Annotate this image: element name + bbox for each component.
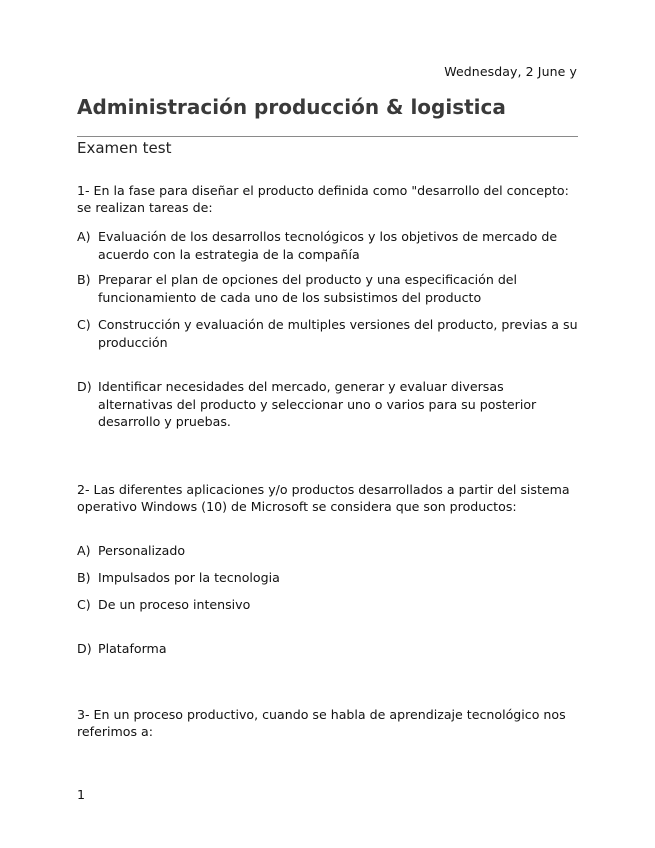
option-label: A) [77, 543, 91, 558]
question-2-option-b [77, 569, 580, 587]
question-1-option-d [77, 378, 580, 431]
header-date: Wednesday, 2 June y [444, 64, 577, 79]
question-1-option-c [77, 316, 580, 351]
option-text: De un proceso intensivo [98, 597, 251, 612]
question-2-option-d [77, 640, 580, 658]
option-text: Preparar el plan de opciones del producto y una especificación del funcionamiento de cada uno de los subsistimos del producto [98, 272, 518, 305]
question-1-text: 1- En la fase para diseñar el producto definida como "desarrollo del concepto: se realizan tareas de: [77, 183, 569, 215]
question-2-text: 2- Las diferentes aplicaciones y/o productos desarrollados a partir del sistema operativo Windows (10) de Microsoft se considera que son productos: [77, 482, 570, 514]
question-1-option-b [77, 271, 580, 306]
option-label: D) [77, 379, 92, 394]
option-text: Impulsados por la tecnologia [98, 570, 280, 585]
page-subtitle: Examen test [77, 139, 172, 157]
option-label: D) [77, 641, 92, 656]
question-3-text: 3- En un proceso productivo, cuando se habla de aprendizaje tecnológico nos referimos a: [77, 707, 566, 739]
option-label: C) [77, 317, 91, 332]
question-1-option-a [77, 228, 580, 263]
page-title: Administración producción & logistica [77, 95, 506, 119]
page-number: 1 [77, 787, 86, 802]
option-label: B) [77, 570, 91, 585]
option-text: Personalizado [98, 543, 186, 558]
option-text: Evaluación de los desarrollos tecnológicos y los objetivos de mercado de acuerdo con la estrategia de la compañía [98, 229, 558, 262]
option-label: C) [77, 597, 91, 612]
option-text: Identificar necesidades del mercado, generar y evaluar diversas alternativas del producto y seleccionar uno o varios para su posterior desarrollo y pruebas. [98, 379, 537, 429]
question-2-option-a [77, 542, 580, 560]
option-label: A) [77, 229, 91, 244]
question-2-option-c [77, 596, 580, 614]
title-divider [77, 136, 578, 137]
option-text: Plataforma [98, 641, 167, 656]
option-text: Construcción y evaluación de multiples versiones del producto, previas a su producción [98, 317, 578, 350]
option-label: B) [77, 272, 91, 287]
